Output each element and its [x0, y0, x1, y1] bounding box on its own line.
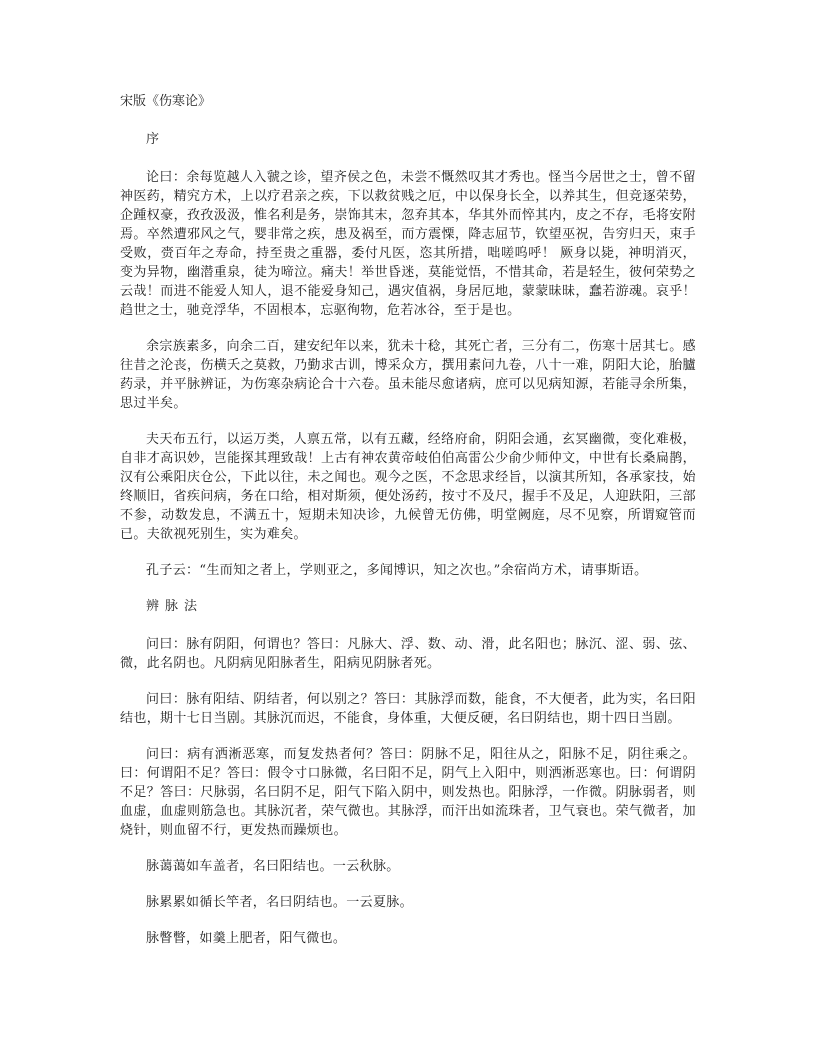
section-paragraph-4: 脉蔼蔼如车盖者，名曰阳结也。一云秋脉。 [146, 859, 400, 874]
preface-paragraph-1: 论曰：余每览越人入虢之诊，望齐侯之色，未尝不慨然叹其才秀也。怪当今居世之士，曾不留神医药，精究方术，上以疗君亲之疾，下以救贫贱之厄，中以保身长全，以养其生，但竞逐荣势，企踵权豪，孜孜汲汲，惟名利是务，崇饰其末，忽弃其本，华其外而悴其内，皮之不存，毛将安附焉。卒然遭邪风之气，婴非常之疾，患及祸至，而方震慄，降志屈节，钦望巫祝，告穷归天，束手受败，赍百年之寿命，持至贵之重器，委付凡医，恣其所措，咄嗟呜呼！ 厥身以毙，神明消灭，变为异物，幽潜重泉，徒为啼泣。痛夫！举世昏迷，莫能觉悟，不惜其命，若是轻生，彼何荣势之云哉！而进不能爱人知人，退不能爱身知己，遇灾值祸，身居厄地，蒙蒙昧昧，蠢若游魂。哀乎！趋世之士，驰竞浮华，不固根本，忘驱徇物，危若冰谷，至于是也。 [120, 170, 696, 318]
preface-paragraph-3: 夫天布五行，以运万类，人禀五常，以有五藏，经络府俞，阴阳会通，玄冥幽微，变化难极，自非才高识妙，岂能探其理致哉！上古有神农黄帝岐伯伯高雷公少俞少师仲文，中世有长桑扁鹊，汉有公乘阳庆仓公，下此以往，未之闻也。观今之医，不念思求经旨，以演其所知，各承家技，始终顺旧，省疾问病，务在口给，相对斯须，便处汤药，按寸不及尺，握手不及足，人迎趺阳，三部不参，动数发息，不满五十，短期未知决诊，九候曾无仿佛，明堂阙庭，尽不见察，所谓窥管而已。夫欲视死别生，实为难矣。 [120, 432, 696, 542]
preface-paragraph-2: 余宗族素多，向余二百，建安纪年以来，犹未十稔，其死亡者，三分有二，伤寒十居其七。感往昔之沦丧，伤横夭之莫救，乃勤求古训，博采众方，撰用素问九卷，八十一难，阴阳大论，胎臚药录，并平脉辨证，为伤寒杂病论合十六卷。虽未能尽愈诸病，庶可以见病知源，若能寻余所集，思过半矣。 [120, 339, 696, 411]
section-paragraph-1: 问曰：脉有阴阳，何谓也？答曰：凡脉大、浮、数、动、滑，此名阳也；脉沉、涩、弱、弦、微，此名阴也。凡阴病见阳脉者生，阳病见阴脉者死。 [120, 637, 696, 671]
preface-paragraph-4: 孔子云：“生而知之者上，学则亚之，多闻博识，知之次也。”余宿尚方术，请事斯语。 [146, 563, 648, 578]
section-paragraph-5: 脉累累如循长竿者，名曰阴结也。一云夏脉。 [146, 895, 414, 910]
document-title: 宋版《伤寒论》 [120, 94, 212, 109]
section-paragraph-3: 问曰：病有洒淅恶寒，而复发热者何？答曰：阴脉不足，阳往从之，阳脉不足，阴往乘之。曰：何谓阳不足？答曰：假令寸口脉微，名曰阳不足，阴气上入阳中，则洒淅恶寒也。曰：何谓阴不足？答曰：尺脉弱，名曰阴不足，阳气下陷入阴中，则发热也。阳脉浮，一作微。阴脉弱者，则血虚，血虚则筋急也。其脉沉者，荣气微也。其脉浮，而汗出如流珠者，卫气衰也。荣气微者，加烧针，则血留不行，更发热而躁烦也。 [120, 747, 696, 838]
section-heading: 辨脉法 [146, 599, 204, 614]
preface-heading: 序 [146, 132, 160, 147]
section-paragraph-2: 问曰：脉有阳结、阴结者，何以别之？答曰：其脉浮而数，能食，不大便者，此为实，名曰阳结也，期十七日当剧。其脉沉而迟，不能食，身体重，大便反硬，名曰阴结也，期十四日当剧。 [120, 692, 696, 726]
section-paragraph-6: 脉瞥瞥，如羹上肥者，阳气微也。 [146, 931, 347, 946]
document-page [120, 92, 696, 965]
